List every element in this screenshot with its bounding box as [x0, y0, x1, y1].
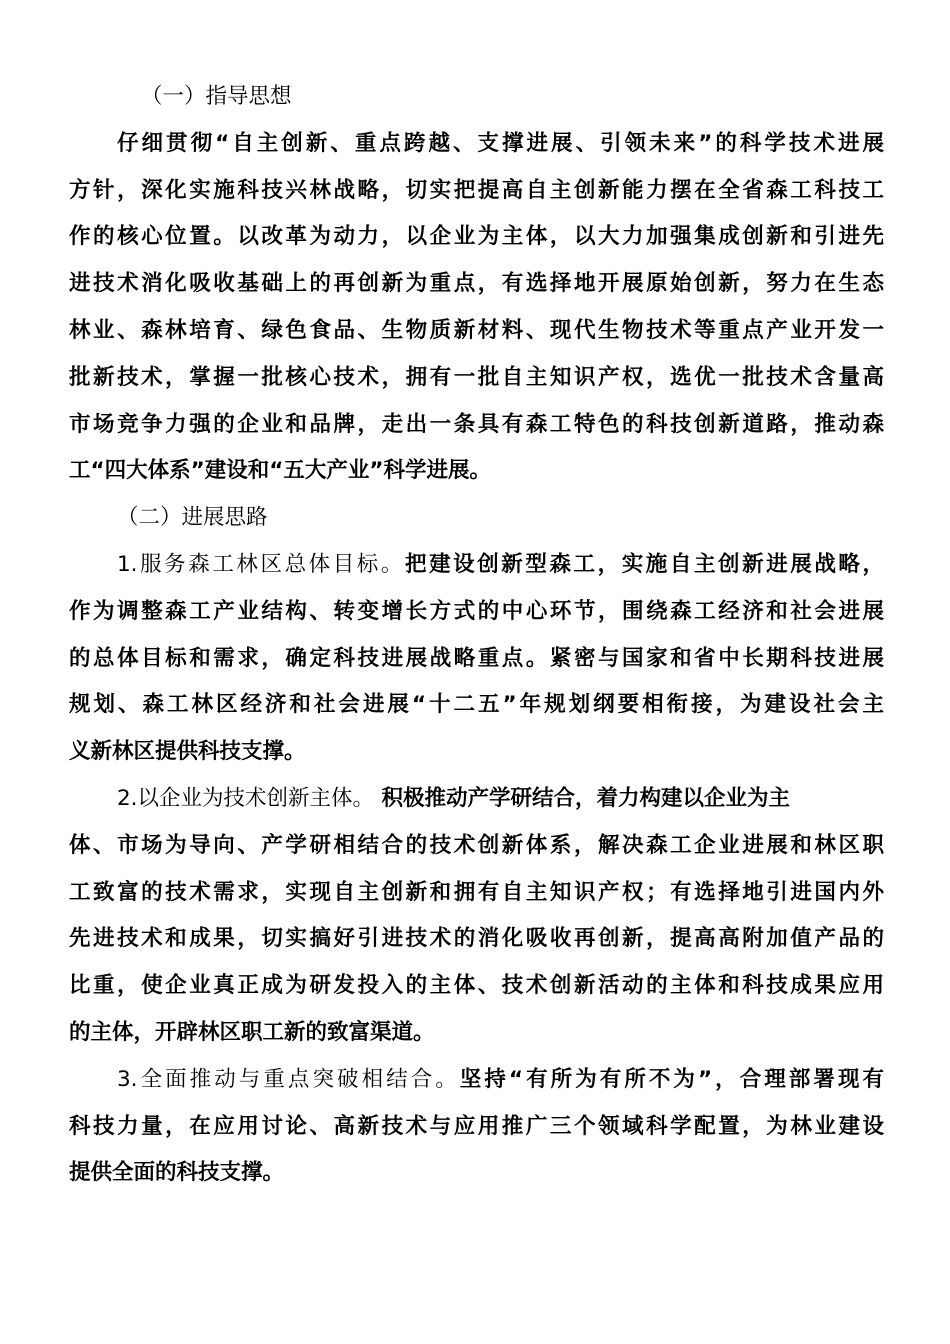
paragraph-line: 先进技术和成果，切实搞好引进技术的消化吸收再创新，提高高附加值产品的	[69, 926, 884, 952]
item-title: 1.服务森工林区总体目标。	[117, 551, 405, 577]
section-heading-guiding-ideology: （一）指导思想	[141, 84, 292, 109]
paragraph-line: 方针，深化实施科技兴林战略，切实把提高自主创新能力摆在全省森工科技工	[69, 177, 884, 203]
paragraph-line: 市场竞争力强的企业和品牌，走出一条具有森工特色的科技创新道路，推动森	[69, 411, 884, 437]
paragraph-line: 作的核心位置。以改革为动力，以企业为主体，以大力加强集成创新和引进先	[69, 224, 884, 250]
paragraph-line: 工致富的技术需求，实现自主创新和拥有自主知识产权；有选择地引进国内外	[69, 879, 884, 905]
paragraph-line: 科技力量，在应用讨论、高新技术与应用推广三个领域科学配置，为林业建设	[69, 1113, 884, 1139]
section-heading-development-ideas: （二）进展思路	[117, 505, 268, 531]
paragraph-line: 林业、森林培育、绿色食品、生物质新材料、现代生物技术等重点产业开发一	[69, 317, 884, 343]
paragraph-line: 批新技术，掌握一批核心技术，拥有一批自主知识产权，选优一批技术含量高	[69, 364, 884, 390]
list-item-1	[69, 542, 884, 776]
item-title: 2.以企业为技术创新主体。	[117, 785, 375, 811]
paragraph-guiding-ideology	[69, 121, 884, 495]
paragraph-line: 提供全面的科技支撑。	[69, 1160, 285, 1186]
paragraph-line: 义新林区提供科技支撑。	[69, 739, 306, 765]
paragraph-line	[69, 1057, 884, 1104]
paragraph-line: 的主体，开辟林区职工新的致富渠道。	[69, 1019, 435, 1045]
item-text: 坚持“有所为有所不为”，合理部署现有	[459, 1066, 884, 1092]
paragraph-line: 的总体目标和需求，确定科技进展战略重点。紧密与国家和省中长期科技进展	[69, 645, 884, 671]
paragraph-line: 仔细贯彻“自主创新、重点跨越、支撑进展、引领未来”的科学技术进展	[117, 130, 884, 156]
paragraph-line: 作为调整森工产业结构、转变增长方式的中心环节，围绕森工经济和社会进展	[69, 598, 884, 624]
paragraph-line: 规划、森工林区经济和社会进展“十二五”年规划纲要相衔接，为建设社会主	[69, 692, 884, 718]
paragraph-line	[69, 542, 884, 589]
list-item-2	[69, 776, 884, 1057]
paragraph-line: 工“四大体系”建设和“五大产业”科学进展。	[69, 458, 492, 484]
item-text: 积极推动产学研结合，着力构建以企业为主	[381, 785, 791, 811]
item-text: 把建设创新型森工，实施自主创新进展战略，	[404, 551, 884, 577]
paragraph-line: 体、市场为导向、产学研相结合的技术创新体系，解决森工企业进展和林区职	[69, 832, 884, 858]
paragraph-line: 进技术消化吸收基础上的再创新为重点，有选择地开展原始创新，努力在生态	[69, 271, 884, 297]
item-title: 3.全面推动与重点突破相结合。	[117, 1066, 460, 1092]
paragraph-line: 比重，使企业真正成为研发投入的主体、技术创新活动的主体和科技成果应用	[69, 973, 884, 999]
paragraph-line	[69, 776, 884, 823]
list-item-3	[69, 1057, 884, 1197]
